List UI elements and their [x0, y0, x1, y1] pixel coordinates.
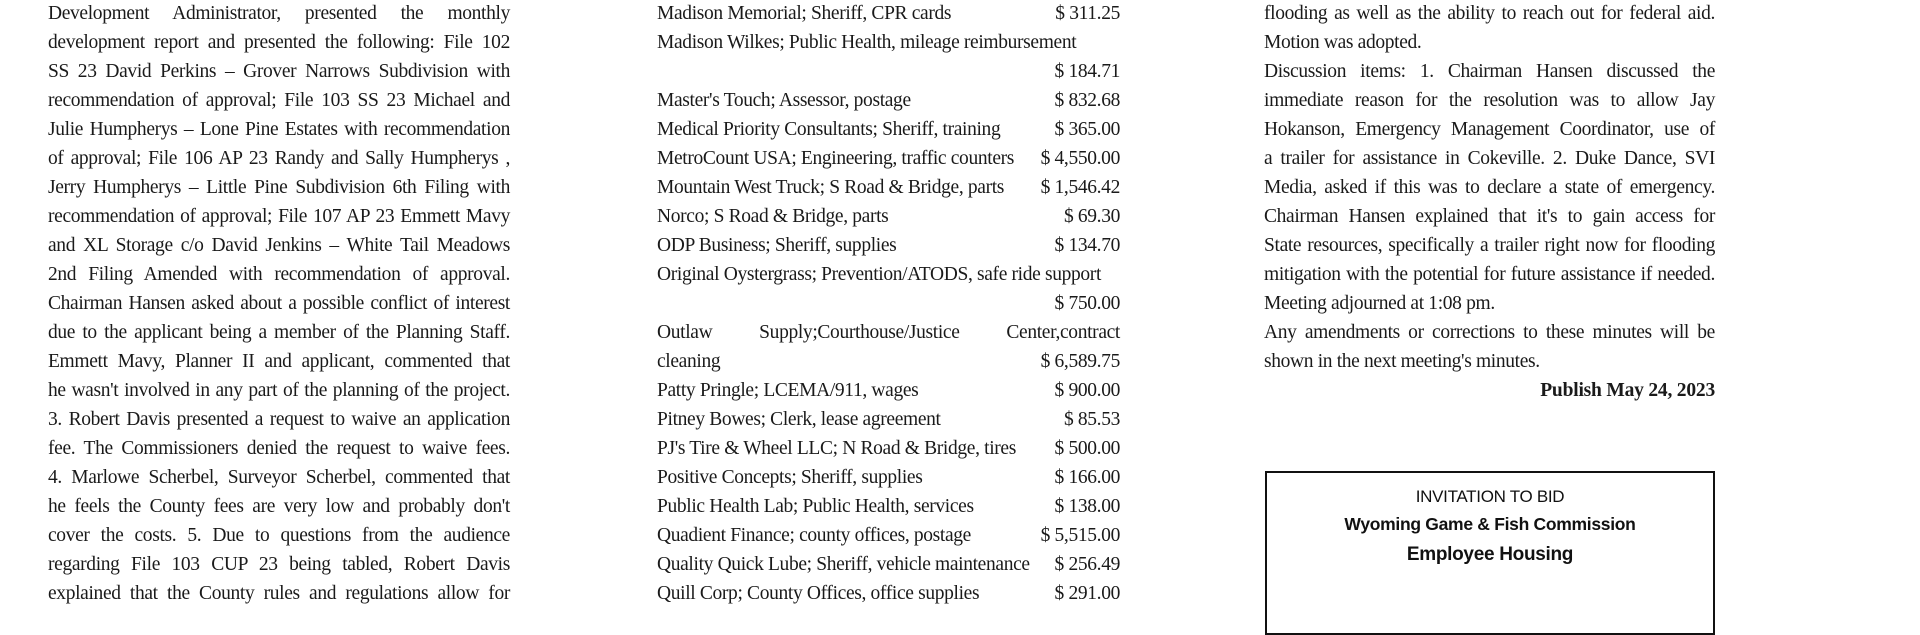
voucher-description: Medical Priority Consultants; Sheriff, training	[657, 119, 1001, 140]
voucher-description: Madison Memorial; Sheriff, CPR cards	[657, 3, 952, 24]
voucher-row	[657, 434, 1120, 463]
text-line: Hokanson, Emergency Management Coordinator, use of	[1264, 119, 1715, 140]
text-line: Media, asked if this was to declare a state of emergency.	[1264, 177, 1715, 198]
text-line: Emmett Mavy, Planner II and applicant, commented that	[48, 351, 510, 372]
voucher-description: Positive Concepts; Sheriff, supplies	[657, 467, 923, 488]
text-line: mitigation with the potential for future assistance if needed.	[1264, 264, 1715, 285]
voucher-amount: $ 750.00	[1054, 293, 1120, 314]
voucher-description: Patty Pringle; LCEMA/911, wages	[657, 380, 919, 401]
text-line: of approval; File 106 AP 23 Randy and Sally Humpherys ,	[48, 148, 510, 169]
voucher-row	[657, 115, 1120, 144]
voucher-row	[657, 231, 1120, 260]
text-line: and XL Storage c/o David Jenkins – White Tail Meadows	[48, 235, 510, 256]
text-line: Julie Humpherys – Lone Pine Estates with recommendation	[48, 119, 510, 140]
voucher-description: Original Oystergrass; Prevention/ATODS, safe ride support	[657, 264, 1102, 285]
voucher-amount: $ 500.00	[1054, 438, 1120, 459]
voucher-row	[657, 405, 1120, 434]
voucher-amount: $ 69.30	[1063, 206, 1120, 227]
voucher-description: Pitney Bowes; Clerk, lease agreement	[657, 409, 941, 430]
minutes-column-left	[48, 0, 510, 608]
bid-agency: Wyoming Game & Fish Commission	[1344, 514, 1636, 534]
voucher-amount: $ 138.00	[1054, 496, 1120, 517]
text-line: Motion was adopted.	[1264, 32, 1422, 53]
voucher-description: MetroCount USA; Engineering, traffic counters	[657, 148, 1015, 169]
text-line: he feels the County fees are very low and probably don't	[48, 496, 510, 517]
text-line: Any amendments or corrections to these minutes will be	[1264, 322, 1715, 343]
voucher-amount: $ 6,589.75	[1040, 351, 1120, 372]
text-line: Chairman Hansen explained that it's to gain access for	[1264, 206, 1715, 227]
voucher-line: Outlaw Supply;Courthouse/Justice Center,contract	[657, 322, 1120, 343]
voucher-row	[657, 289, 1120, 318]
voucher-amount: $ 365.00	[1054, 119, 1120, 140]
voucher-amount: $ 291.00	[1054, 583, 1120, 604]
voucher-amount: $ 832.68	[1054, 90, 1120, 111]
voucher-row	[657, 202, 1120, 231]
bid-heading: INVITATION TO BID	[1415, 487, 1565, 506]
voucher-row	[657, 144, 1120, 173]
text-line: recommendation of approval; File 107 AP 23 Emmett Mavy	[48, 206, 510, 227]
voucher-amount: $ 311.25	[1055, 3, 1120, 24]
voucher-description: Norco; S Road & Bridge, parts	[657, 206, 889, 227]
voucher-row	[657, 347, 1120, 376]
voucher-description: Quality Quick Lube; Sheriff, vehicle maintenance	[657, 554, 1030, 575]
voucher-row	[657, 57, 1120, 86]
voucher-row	[657, 579, 1120, 608]
invitation-to-bid-notice	[1265, 471, 1715, 635]
voucher-amount: $ 85.53	[1063, 409, 1120, 430]
text-line: regarding File 103 CUP 23 being tabled, Robert Davis	[48, 554, 510, 575]
voucher-description: Mountain West Truck; S Road & Bridge, parts	[657, 177, 1005, 198]
voucher-amount: $ 184.71	[1054, 61, 1120, 82]
voucher-description: cleaning	[657, 351, 721, 372]
text-line: flooding as well as the ability to reach out for federal aid.	[1264, 3, 1715, 24]
voucher-amount: $ 166.00	[1054, 467, 1120, 488]
text-line: Chairman Hansen asked about a possible conflict of interest	[48, 293, 510, 314]
voucher-row	[657, 173, 1120, 202]
text-line: due to the applicant being a member of the Planning Staff.	[48, 322, 510, 343]
publish-date: Publish May 24, 2023	[1540, 380, 1715, 401]
text-line: cover the costs. 5. Due to questions from the audience	[48, 525, 510, 546]
text-line: SS 23 David Perkins – Grover Narrows Subdivision with	[48, 61, 510, 82]
voucher-description: ODP Business; Sheriff, supplies	[657, 235, 897, 256]
voucher-row	[657, 0, 1120, 28]
text-line: recommendation of approval; File 103 SS 23 Michael and	[48, 90, 510, 111]
minutes-column-right	[1264, 0, 1715, 405]
voucher-row	[657, 260, 1120, 289]
text-line: Jerry Humpherys – Little Pine Subdivision 6th Filing with	[48, 177, 510, 198]
text-line: a trailer for assistance in Cokeville. 2. Duke Dance, SVI	[1264, 148, 1715, 169]
bid-project: Employee Housing	[1406, 544, 1574, 565]
text-line: Development Administrator, presented the monthly	[48, 3, 510, 24]
voucher-amount: $ 900.00	[1054, 380, 1120, 401]
voucher-amount: $ 1,546.42	[1040, 177, 1120, 198]
voucher-description: Madison Wilkes; Public Health, mileage reimbursement	[657, 32, 1077, 53]
voucher-description: Master's Touch; Assessor, postage	[657, 90, 911, 111]
voucher-row	[657, 463, 1120, 492]
voucher-description: Quill Corp; County Offices, office supplies	[657, 583, 980, 604]
vouchers-column	[657, 0, 1120, 608]
text-line: immediate reason for the resolution was to allow Jay	[1264, 90, 1715, 111]
voucher-description: Public Health Lab; Public Health, services	[657, 496, 974, 517]
voucher-amount: $ 256.49	[1054, 554, 1120, 575]
voucher-row	[657, 492, 1120, 521]
text-line: Meeting adjourned at 1:08 pm.	[1264, 293, 1495, 314]
voucher-amount: $ 4,550.00	[1040, 148, 1120, 169]
voucher-description: PJ's Tire & Wheel LLC; N Road & Bridge, tires	[657, 438, 1016, 459]
voucher-row	[657, 28, 1120, 57]
voucher-row	[657, 376, 1120, 405]
text-line: 2nd Filing Amended with recommendation of approval.	[48, 264, 510, 285]
text-line: fee. The Commissioners denied the request to waive fees.	[48, 438, 510, 459]
voucher-amount: $ 134.70	[1054, 235, 1120, 256]
text-line: explained that the County rules and regulations allow for	[48, 583, 510, 604]
voucher-row	[657, 86, 1120, 115]
voucher-row	[657, 550, 1120, 579]
voucher-description: Quadient Finance; county offices, postage	[657, 525, 971, 546]
text-line: State resources, specifically a trailer right now for flooding	[1264, 235, 1715, 256]
text-line: shown in the next meeting's minutes.	[1264, 351, 1540, 372]
text-line: Discussion items: 1. Chairman Hansen discussed the	[1264, 61, 1715, 82]
voucher-row	[657, 521, 1120, 550]
text-line: development report and presented the following: File 102	[48, 32, 510, 53]
text-line: he wasn't involved in any part of the planning of the project.	[48, 380, 510, 401]
text-line: 4. Marlowe Scherbel, Surveyor Scherbel, commented that	[48, 467, 510, 488]
text-line: 3. Robert Davis presented a request to waive an application	[48, 409, 510, 430]
voucher-amount: $ 5,515.00	[1040, 525, 1120, 546]
